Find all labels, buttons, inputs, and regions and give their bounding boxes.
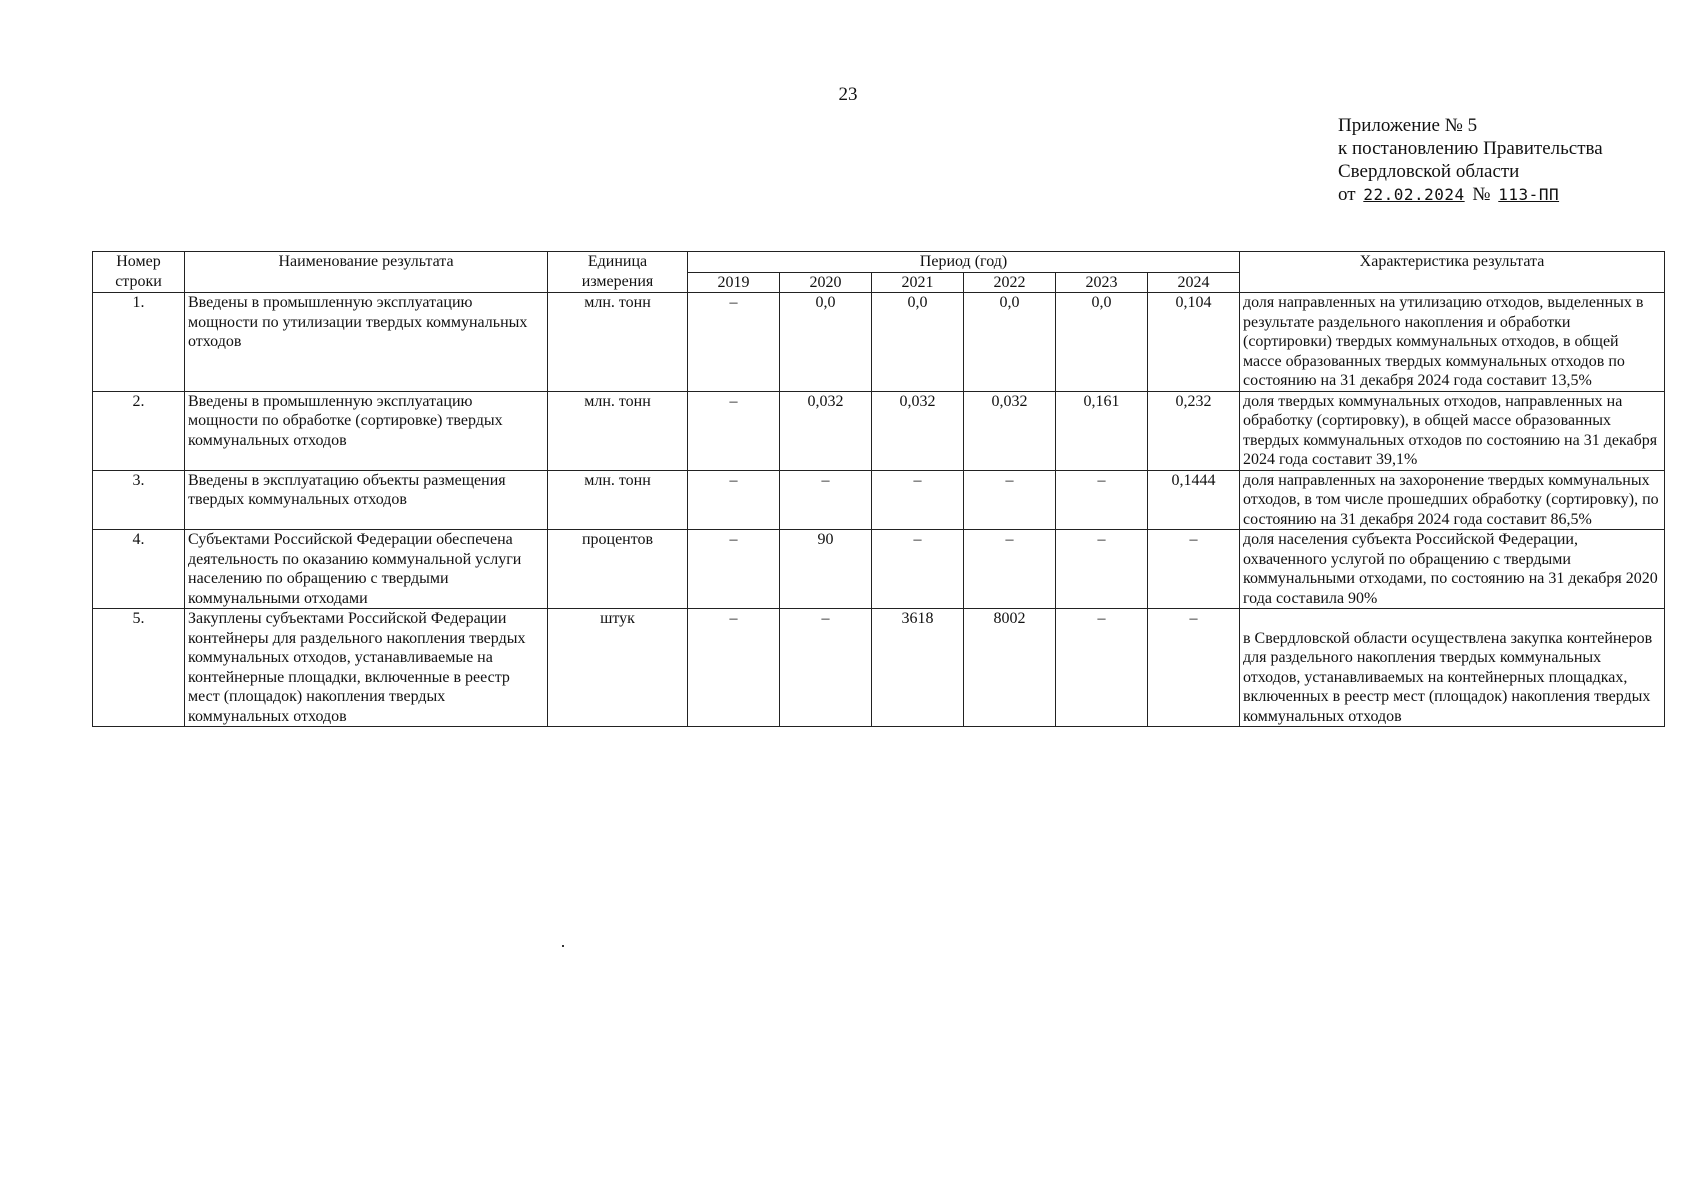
- row-value-2022: 0,0: [964, 293, 1056, 392]
- number-prefix: №: [1472, 184, 1491, 205]
- row-value-2021: 0,032: [872, 391, 964, 470]
- row-value-2023: 0,0: [1056, 293, 1148, 392]
- row-unit: млн. тонн: [548, 391, 688, 470]
- table-row: [93, 609, 1665, 727]
- row-unit: млн. тонн: [548, 470, 688, 530]
- results-table: [92, 251, 1665, 727]
- row-value-2024: –: [1148, 530, 1240, 609]
- row-value-2024: 0,1444: [1148, 470, 1240, 530]
- header-row-number: Номер строки: [93, 252, 185, 293]
- row-number: 1.: [93, 293, 185, 392]
- row-characteristic: доля населения субъекта Российской Федерации, охваченного услугой по обращению с твердыми коммунальными отходами, по состоянию на 31 декабря 2020 года составила 90%: [1240, 530, 1665, 609]
- row-value-2020: –: [780, 470, 872, 530]
- row-result-name: Введены в промышленную эксплуатацию мощности по обработке (сортировке) твердых коммунальных отходов: [185, 391, 548, 470]
- header-year: 2024: [1148, 272, 1240, 293]
- table-row: [93, 530, 1665, 609]
- row-value-2019: –: [688, 470, 780, 530]
- row-value-2022: –: [964, 530, 1056, 609]
- row-value-2019: –: [688, 530, 780, 609]
- decree-number: 113-ПП: [1498, 185, 1560, 204]
- row-value-2024: 0,104: [1148, 293, 1240, 392]
- row-value-2019: –: [688, 391, 780, 470]
- row-value-2022: 0,032: [964, 391, 1056, 470]
- header-year: 2023: [1056, 272, 1148, 293]
- row-unit: штук: [548, 609, 688, 727]
- row-result-name: Введены в эксплуатацию объекты размещения твердых коммунальных отходов: [185, 470, 548, 530]
- table-row: [93, 470, 1665, 530]
- row-value-2023: –: [1056, 470, 1148, 530]
- header-characteristic: Характеристика результата: [1240, 252, 1665, 293]
- row-result-name: Субъектами Российской Федерации обеспечена деятельность по оказанию коммунальной услуги населению по обращению с твердыми коммунальными отходами: [185, 530, 548, 609]
- header-result-name: Наименование результата: [185, 252, 548, 293]
- row-characteristic: доля направленных на захоронение твердых коммунальных отходов, в том числе прошедших обработку (сортировку), по состоянию на 31 декабря 2024 года составит 86,5%: [1240, 470, 1665, 530]
- row-characteristic: доля твердых коммунальных отходов, направленных на обработку (сортировку), в общей массе образованных твердых коммунальных отходов по состоянию на 31 декабря 2024 года составит 39,1%: [1240, 391, 1665, 470]
- row-number: 5.: [93, 609, 185, 727]
- appendix-title: Приложение № 5: [1338, 115, 1478, 136]
- appendix-region: Свердловской области: [1338, 161, 1520, 182]
- row-value-2020: 0,0: [780, 293, 872, 392]
- decree-date: 22.02.2024: [1363, 185, 1465, 204]
- appendix-block: [1338, 114, 1603, 206]
- row-value-2024: 0,232: [1148, 391, 1240, 470]
- table-row: [93, 391, 1665, 470]
- row-value-2021: –: [872, 530, 964, 609]
- header-year: 2022: [964, 272, 1056, 293]
- scan-speck: [562, 945, 564, 947]
- row-value-2019: –: [688, 609, 780, 727]
- row-value-2021: 3618: [872, 609, 964, 727]
- header-period: Период (год): [688, 252, 1240, 273]
- row-value-2020: 0,032: [780, 391, 872, 470]
- header-unit: Единица измерения: [548, 252, 688, 293]
- row-value-2021: –: [872, 470, 964, 530]
- row-number: 4.: [93, 530, 185, 609]
- row-value-2021: 0,0: [872, 293, 964, 392]
- row-value-2022: 8002: [964, 609, 1056, 727]
- row-result-name: Закуплены субъектами Российской Федерации контейнеры для раздельного накопления твердых коммунальных отходов, устанавливаемые на контейнерные площадки, включенные в реестр мест (площадок) накопления твердых коммунальных отходов: [185, 609, 548, 727]
- row-unit: процентов: [548, 530, 688, 609]
- header-year: 2021: [872, 272, 964, 293]
- date-prefix: от: [1338, 184, 1356, 205]
- row-value-2024: –: [1148, 609, 1240, 727]
- table-row: [93, 293, 1665, 392]
- appendix-reference: к постановлению Правительства: [1338, 138, 1603, 159]
- row-number: 3.: [93, 470, 185, 530]
- row-characteristic: доля направленных на утилизацию отходов, выделенных в результате раздельного накопления и обработки (сортировки) твердых коммунальных отходов, в общей массе образованных твердых коммунальных отходов по состоянию на 31 декабря 2024 года составит 13,5%: [1240, 293, 1665, 392]
- header-year: 2019: [688, 272, 780, 293]
- row-characteristic: в Свердловской области осуществлена закупка контейнеров для раздельного накопления твердых коммунальных отходов, устанавливаемых на контейнерных площадках, включенных в реестр мест (площадок) накопления твердых коммунальных отходов: [1240, 609, 1665, 727]
- row-value-2022: –: [964, 470, 1056, 530]
- row-unit: млн. тонн: [548, 293, 688, 392]
- row-value-2019: –: [688, 293, 780, 392]
- row-value-2023: –: [1056, 609, 1148, 727]
- header-row-top: [93, 252, 1665, 273]
- row-number: 2.: [93, 391, 185, 470]
- row-value-2023: 0,161: [1056, 391, 1148, 470]
- row-value-2023: –: [1056, 530, 1148, 609]
- row-value-2020: 90: [780, 530, 872, 609]
- page-number: 23: [838, 84, 858, 105]
- header-year: 2020: [780, 272, 872, 293]
- appendix-date-line: [1338, 183, 1603, 206]
- row-value-2020: –: [780, 609, 872, 727]
- row-result-name: Введены в промышленную эксплуатацию мощности по утилизации твердых коммунальных отходов: [185, 293, 548, 392]
